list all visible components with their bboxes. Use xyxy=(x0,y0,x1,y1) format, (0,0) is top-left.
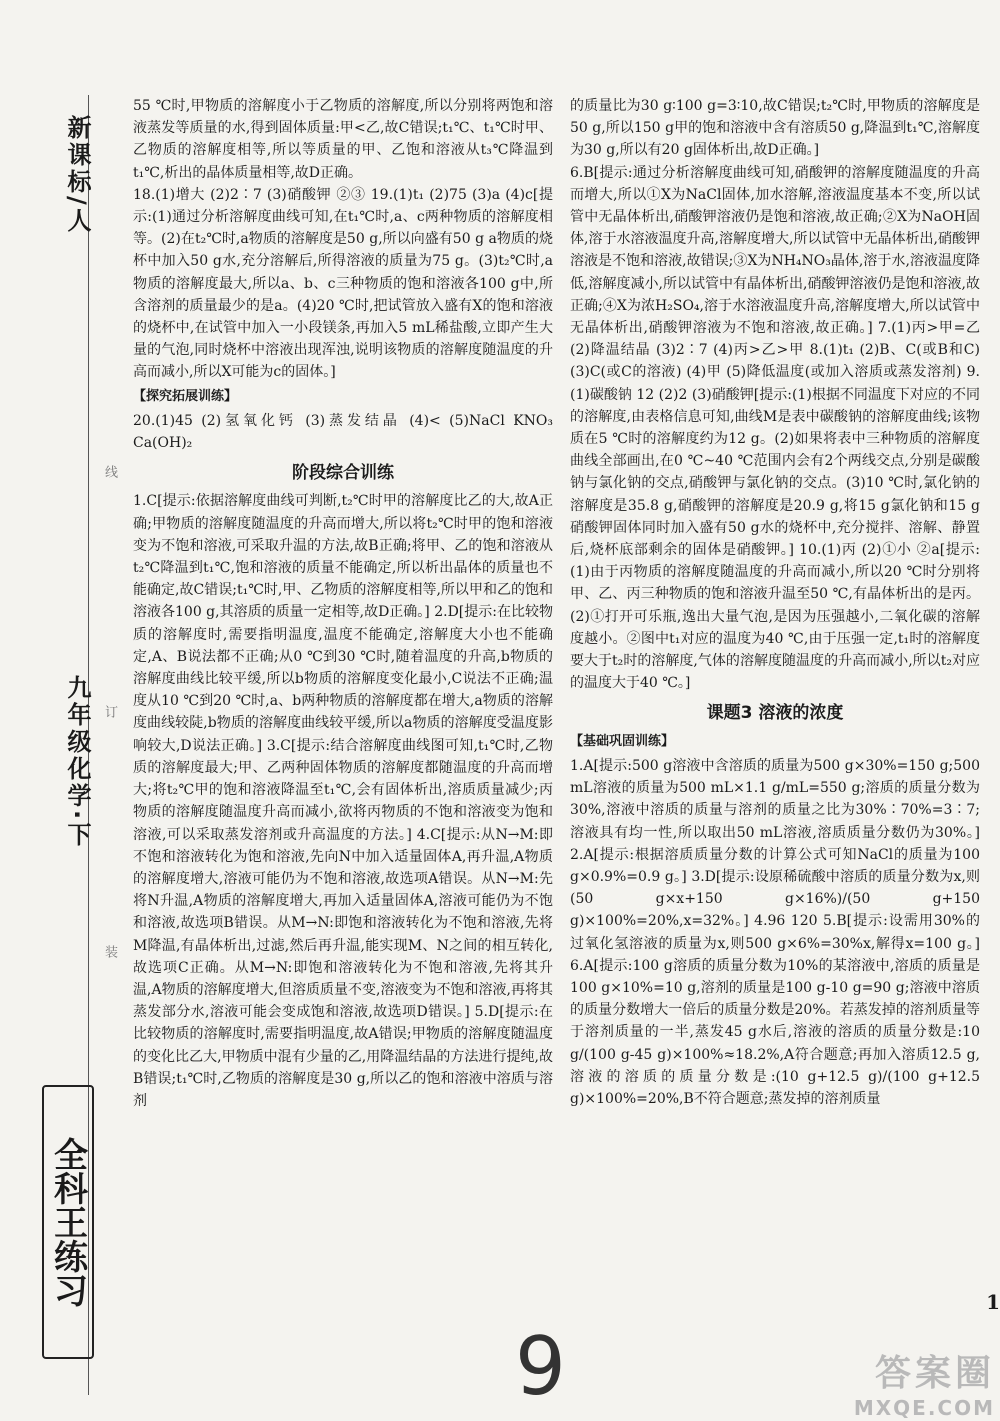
watermark xyxy=(854,1345,995,1420)
left-column xyxy=(133,95,553,1112)
cut-mark: 订 xyxy=(102,705,117,718)
right-column xyxy=(570,95,980,1110)
section-heading: 阶段综合训练 xyxy=(292,463,394,484)
cut-mark: 装 xyxy=(102,945,117,958)
answer-paragraph: 1.A[提示:500 g溶液中含溶质的质量为500 g×30%=150 g;500 mL溶液的质量为500 mL×1.1 g/mL=550 g;溶质的质量分数为30%,溶液中溶质的质量与溶剂的质量之比为30%∶70%=3∶7;溶液具有均一性,所以取出50 mL溶液,溶质质量分数仍为30%。] 2.A[提示:根据溶质质量分数的计算公式可知NaCl的质量为100 g×0.9%=0.9 g。] 3.D[提示:设原稀硫酸中溶质的质量分数为x,则(50 g×x+150 g×16%)/(50 g+150 g)×100%=20%,x=32%。] 4.96 120 5.B[提示:设需用30%的过氧化氢溶液的质量为x,则500 g×6%=30%x,解得x=100 g。] 6.A[提示:100 g溶质的质量分数为10%的某溶液中,溶质的质量是100 g×10%=10 g,溶剂的质量是100 g-10 g=90 g;溶液中溶质的质量分数增大一倍后的质量分数是20%。若蒸发掉的溶剂质量等于溶剂质量的一半,蒸发45 g水后,溶液的溶质的质量分数是:10 g/(100 g-45 g)×100%≈18.2%,A符合题意;再加入溶质12.5 g,溶液的溶质的质量分数是:(10 g+12.5 g)/(100 g+12.5 g)×100%=20%,B不符合题意;蒸发掉的溶剂质量 xyxy=(570,757,980,1107)
watermark-url: MXQE.COM xyxy=(853,1396,995,1420)
answer-paragraph: 18.(1)增大 (2)2∶7 (3)硝酸钾 ②③ 19.(1)t₁ (2)75 (3)a (4)c[提示:(1)通过分析溶解度曲线可知,在t₁℃时,a、c两种物质的溶解度相等。(2)在t₂℃时,a物质的溶解度是50 g,所以向盛有50 g a物质的烧杯中加入50 g水,充分溶解后,所得溶液的质量为75 g。(3)t₂℃时,a物质的溶解度最大,所以a、b、c三种物质的饱和溶液各100 g中,所含溶剂的质量最少的是a。(4)20 ℃时,把试管放入盛有X的饱和溶液的烧杯中,在试管中加入一小段镁条,再加入5 mL稀盐酸,立即产生大量的气泡,同时烧杯中溶液出现浑浊,说明该物质的溶解度随温度的升高而减小,所以X可能为c的固体。] xyxy=(133,186,553,381)
page-number: 1 xyxy=(986,1290,1000,1314)
watermark-title: 答案圈 xyxy=(874,1353,995,1394)
brand-logo: 全科王练习 xyxy=(42,1085,94,1359)
section-heading: 课题3 溶液的浓度 xyxy=(706,703,844,724)
cut-mark: 线 xyxy=(102,465,117,478)
handwritten-mark: 9 xyxy=(515,1320,566,1413)
answer-paragraph: 1.C[提示:依据溶解度曲线可判断,t₂℃时甲的溶解度比乙的大,故A正确;甲物质的溶解度随温度的升高而增大,所以将t₂℃时甲的饱和溶液变为不饱和溶液,可采取升温的方法,故B正确;将甲、乙的饱和溶液从t₂℃降温到t₁℃,饱和溶液的质量不能确定,所以析出晶体的质量也不能确定,故C错误;t₁℃时,甲、乙物质的溶解度相等,所以甲和乙的饱和溶液各100 g,其溶质的质量一定相等,故D正确。] 2.D[提示:在比较物质的溶解度时,需要指明温度,温度不能确定,溶解度大小也不能确定,A、B说法都不正确;从0 ℃到30 ℃时,随着温度的升高,b物质的溶解度曲线比较平缓,所以b物质的溶解度变化最小,C说法不正确;温度从10 ℃到20 ℃时,a、b两种物质的溶解度都在增大,a物质的溶解度曲线较陡,b物质的溶解度曲线较平缓,所以a物质的溶解度受温度影响较大,D说法正确。] 3.C[提示:结合溶解度曲线图可知,t₁℃时,乙物质的溶解度最大;甲、乙两种固体物质的溶解度都随温度的升高而增大;将t₂℃甲的饱和溶液降温至t₁℃,会有固体析出,溶质质量减少;丙物质的溶解度随温度升高而减小,欲将丙物质的不饱和溶液变为饱和溶液,可以采取蒸发溶剂或升高温度的方法。] 4.C[提示:从N→M:即不饱和溶液转化为饱和溶液,先向N中加入适量固体A,再升温,A物质的溶解度增大,溶液可能仍为不饱和溶液,故选项A错误。从N→M:先将N升温,A物质的溶解度增大,再加入适量固体A,溶液可能仍为不饱和溶液,故选项B错误。从M→N:即饱和溶液转化为不饱和溶液,先将M降温,有晶体析出,过滤,然后再升温,能实现M、N之间的相互转化,故选项C正确。从M→N:即饱和溶液转化为不饱和溶液,先将其升温,A物质的溶解度增大,但溶质质量不变,溶液变为不饱和溶液,再将其蒸发部分水,溶液可能会变成饱和溶液,故选项D错误。] 5.D[提示:在比较物质的溶解度时,需要指明温度,故A错误;甲物质的溶解度随温度的变化比乙大,甲物质中混有少量的乙,用降温结晶的方法进行提纯,故B错误;t₁℃时,乙物质的溶解度是30 g,所以乙的饱和溶液中溶质与溶剂 xyxy=(133,493,553,1109)
answer-paragraph: 6.B[提示:通过分析溶解度曲线可知,硝酸钾的溶解度随温度的升高而增大,所以①X为NaCl固体,加水溶解,溶液温度基本不变,所以试管中无晶体析出,硝酸钾溶液仍是饱和溶液,故正确;②X为NaOH固体,溶于水溶液温度升高,溶解度增大,所以试管中无晶体析出,硝酸钾溶液是不饱和溶液,故错误;③X为NH₄NO₃晶体,溶于水,溶液温度降低,溶解度减小,所以试管中有晶体析出,硝酸钾溶液仍是饱和溶液,故正确;④X为浓H₂SO₄,溶于水溶液温度升高,溶解度增大,所以试管中无晶体析出,硝酸钾溶液为不饱和溶液,故正确。] 7.(1)丙>甲=乙 (2)降温结晶 (3)2∶7 (4)丙>乙>甲 8.(1)t₁ (2)B、C(或B和C) (3)C(或C的溶液) (4)甲 (5)降低温度(或加入溶质或蒸发溶剂) 9.(1)碳酸钠 12 (2)2 (3)硝酸钾[提示:(1)根据不同温度下对应的不同的溶解度,由表格信息可知,曲线M是表中碳酸钠的溶解度曲线;该物质在5 ℃时的溶解度约为12 g。(2)如果将表中三种物质的溶解度曲线全部画出,在0 ℃~40 ℃范围内会有2个两线交点,分别是碳酸钠与氯化钠的交点,硝酸钾与氯化钠的交点。(3)10 ℃时,氯化钠的溶解度是35.8 g,硝酸钾的溶解度是20.9 g,将15 g氯化钠和15 g硝酸钾固体同时加入盛有50 g水的烧杯中,充分搅拌、溶解、静置后,烧杯底部剩余的固体是硝酸钾。] 10.(1)丙 (2)①小 ②a[提示:(1)由于丙物质的溶解度随温度的升高而减小,所以20 ℃时分别将甲、乙、丙三种物质的饱和溶液升温至50 ℃,有晶体析出的是丙。(2)①打开可乐瓶,逸出大量气泡,是因为压强越小,二氧化碳的溶解度越小。②图中t₁对应的温度为40 ℃,由于压强一定,t₁时的溶解度要大于t₂时的溶解度,气体的溶解度随温度的升高而减小,所以t₂对应的温度大于40 ℃。] xyxy=(570,164,980,692)
section-label: 【基础巩固训练】 xyxy=(570,733,675,749)
answer-paragraph: 55 ℃时,甲物质的溶解度小于乙物质的溶解度,所以分别将两饱和溶液蒸发等质量的水,得到固体质量:甲<乙,故C错误;t₁℃、t₁℃时甲、乙物质的溶解度相等,所以等质量的甲、乙饱和溶液从t₃℃降温到t₁℃,析出的晶体质量相等,故D正确。 xyxy=(133,98,553,181)
answer-paragraph: 的质量比为30 g∶100 g=3∶10,故C错误;t₂℃时,甲物质的溶解度是50 g,所以150 g甲的饱和溶液中含有溶质50 g,降温到t₁℃,溶解度为30 g,所以有20 g固体析出,故D正确。] xyxy=(570,98,980,159)
answer-paragraph: 20.(1)45 (2)氢氧化钙 (3)蒸发结晶 (4)< (5)NaCl KNO₃ Ca(OH)₂ xyxy=(133,412,553,452)
spine-edition: 新课标/人 xyxy=(63,115,91,235)
section-label: 【探究拓展训练】 xyxy=(133,388,238,404)
spine-grade-subject: 九年级化学·下 xyxy=(63,675,91,850)
